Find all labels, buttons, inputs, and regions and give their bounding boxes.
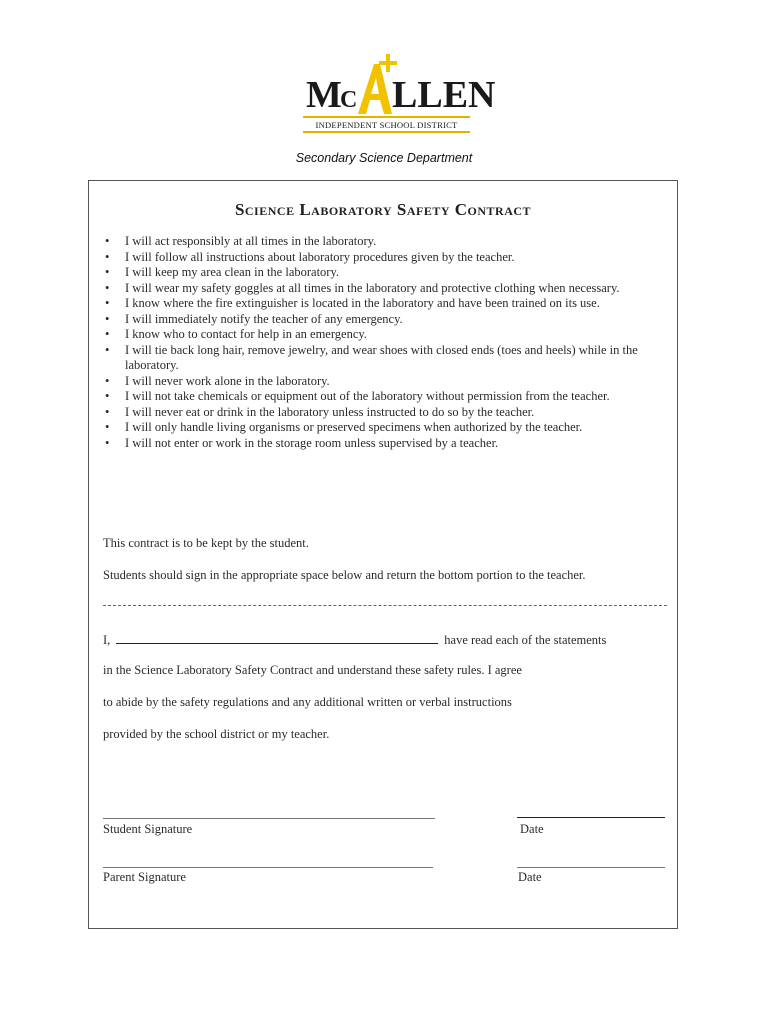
- bullet-glyph: •: [105, 311, 110, 326]
- list-item: [103, 250, 663, 266]
- parent-date-label: Date: [518, 870, 542, 884]
- list-item: [103, 312, 663, 328]
- list-item: [103, 234, 663, 250]
- list-item: [103, 343, 663, 374]
- bullet-glyph: •: [105, 234, 110, 248]
- rule-text: I will not enter or work in the storage room unless supervised by a teacher.: [125, 435, 499, 450]
- rule-text: I will only handle living organisms or preserved specimens when authorized by the teacher.: [125, 420, 583, 434]
- pledge-prefix: I,: [103, 633, 111, 647]
- rule-text: I will wear my safety goggles at all times in the laboratory and protective clothing when necessary.: [125, 280, 620, 295]
- note-return-portion: Students should sign in the appropriate space below and return the bottom portion to the teacher.: [103, 568, 586, 582]
- contract-title: Science Laboratory Safety Contract: [234, 200, 532, 219]
- list-item: [103, 389, 663, 405]
- list-item: [103, 327, 663, 343]
- pledge-line-1: [103, 631, 663, 649]
- rule-text: I will keep my area clean in the laboratory.: [125, 265, 340, 279]
- list-item: [103, 420, 663, 436]
- logo-letters-c: C: [340, 87, 358, 113]
- pledge-line-3: to abide by the safety regulations and any additional written or verbal instructions: [103, 695, 512, 709]
- bullet-glyph: •: [105, 420, 110, 434]
- rules-list: [103, 234, 663, 451]
- bullet-glyph: •: [105, 342, 110, 357]
- list-item: [103, 281, 663, 297]
- bullet-glyph: •: [105, 249, 110, 264]
- rule-text: I know where the fire extinguisher is located in the laboratory and have been trained on its use.: [125, 296, 600, 310]
- mcallen-logo-mark: [300, 52, 496, 118]
- student-name-blank[interactable]: [116, 631, 438, 644]
- list-item: [103, 296, 663, 312]
- bullet-glyph: •: [105, 296, 110, 310]
- logo-rule-bottom: [303, 131, 470, 133]
- student-date-label: Date: [520, 822, 544, 836]
- parent-date-line[interactable]: [517, 867, 665, 868]
- logo-subtitle: INDEPENDENT SCHOOL DISTRICT: [315, 120, 458, 130]
- bullet-glyph: •: [105, 435, 110, 450]
- rule-text: I will never eat or drink in the laboratory unless instructed to do so by the teacher.: [125, 404, 535, 419]
- bullet-glyph: •: [105, 327, 110, 341]
- logo-letters-mc: M: [306, 74, 342, 116]
- parent-signature-label: Parent Signature: [103, 870, 186, 884]
- parent-signature-line[interactable]: [103, 867, 433, 868]
- student-date-line[interactable]: [517, 817, 665, 818]
- rule-text: I will never work alone in the laboratory.: [125, 373, 330, 388]
- bullet-glyph: •: [105, 265, 110, 279]
- department-name: Secondary Science Department: [295, 151, 473, 165]
- district-logo: [300, 52, 496, 134]
- bullet-glyph: •: [105, 280, 110, 295]
- rule-text: I will tie back long hair, remove jewelry, and wear shoes with closed ends (toes and heels) while in the laboratory.: [125, 342, 638, 372]
- rule-text: I will immediately notify the teacher of any emergency.: [125, 311, 403, 326]
- rule-text: I will not take chemicals or equipment out of the laboratory without permission from the teacher.: [125, 389, 610, 403]
- bullet-glyph: •: [105, 404, 110, 419]
- note-keep-contract: This contract is to be kept by the student.: [103, 536, 309, 550]
- list-item: [103, 374, 663, 390]
- list-item: [103, 265, 663, 281]
- rule-text: I will act responsibly at all times in the laboratory.: [125, 234, 377, 248]
- pledge-line-2: in the Science Laboratory Safety Contract and understand these safety rules. I agree: [103, 663, 522, 677]
- pledge-suffix: have read each of the statements: [444, 633, 607, 647]
- pledge-line-4: provided by the school district or my teacher.: [103, 727, 330, 741]
- bullet-glyph: •: [105, 373, 110, 388]
- list-item: [103, 436, 663, 452]
- logo-rule-top: [303, 116, 470, 118]
- contract-box: [88, 180, 678, 929]
- student-signature-label: Student Signature: [103, 822, 193, 836]
- logo-letters-llen: LLEN: [392, 74, 496, 116]
- list-item: [103, 405, 663, 421]
- rule-text: I know who to contact for help in an emergency.: [125, 327, 367, 341]
- rule-text: I will follow all instructions about laboratory procedures given by the teacher.: [125, 249, 515, 264]
- student-signature-line[interactable]: [103, 818, 435, 819]
- cut-line-divider: [103, 605, 667, 606]
- bullet-glyph: •: [105, 389, 110, 403]
